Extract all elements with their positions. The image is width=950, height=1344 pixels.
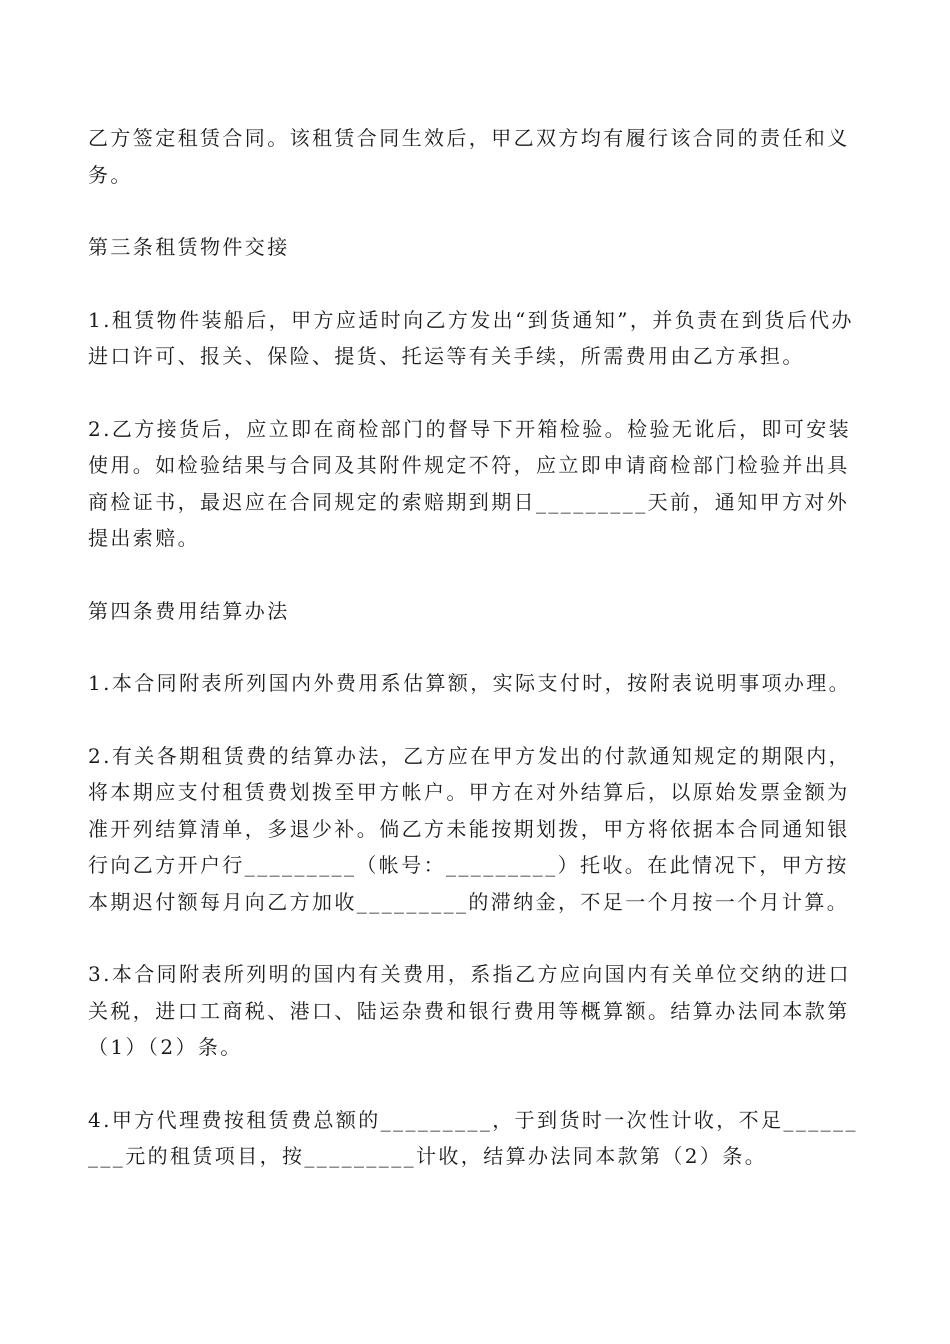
- paragraph-contract-signing: 乙方签定租赁合同。该租赁合同生效后，甲乙双方均有履行该合同的责任和义务。: [88, 126, 850, 187]
- paragraph-article-4-item-1: 1.本合同附表所列国内外费用系估算额，实际支付时，按附表说明事项办理。: [88, 671, 852, 695]
- contract-page: [88, 120, 864, 1175]
- paragraph-article-4-item-3: 3.本合同附表所列明的国内有关费用，系指乙方应向国内有关单位交纳的进口关税，进口工商税、港口、陆运杂费和银行费用等概算额。结算办法同本款第（1）（2）条。: [88, 962, 852, 1059]
- paragraph-article-4-item-4: 4.甲方代理费按租赁费总额的_________，于到货时一次性计收，不足_________元的租赁项目，按_________计收，结算办法同本款第（2）条。: [88, 1107, 858, 1168]
- paragraph-article-3-item-2: 2.乙方接货后，应立即在商检部门的督导下开箱检验。检验无讹后，即可安装使用。如检验结果与合同及其附件规定不符，应立即申请商检部门检验并出具商检证书，最迟应在合同规定的索赔期到期日_________天前，通知甲方对外提出索赔。: [88, 416, 852, 550]
- paragraph-article-4-item-2: 2.有关各期租赁费的结算办法，乙方应在甲方发出的付款通知规定的期限内，将本期应支付租赁费划拨至甲方帐户。甲方在对外结算后，以原始发票金额为准开列结算清单，多退少补。倘乙方未能按期划拨，甲方将依据本合同通知银行向乙方开户行_________（帐号：_________）托收。在此情况下，甲方按本期迟付额每月向乙方加收_________的滞纳金，不足一个月按一个月计算。: [88, 743, 852, 914]
- heading-article-4: 第四条费用结算办法: [88, 598, 290, 623]
- heading-article-3: 第三条租赁物件交接: [88, 235, 290, 259]
- paragraph-article-3-item-1: 1.租赁物件装船后，甲方应适时向乙方发出“到货通知”，并负责在到货后代办进口许可、报关、保险、提货、托运等有关手续，所需费用由乙方承担。: [88, 307, 854, 368]
